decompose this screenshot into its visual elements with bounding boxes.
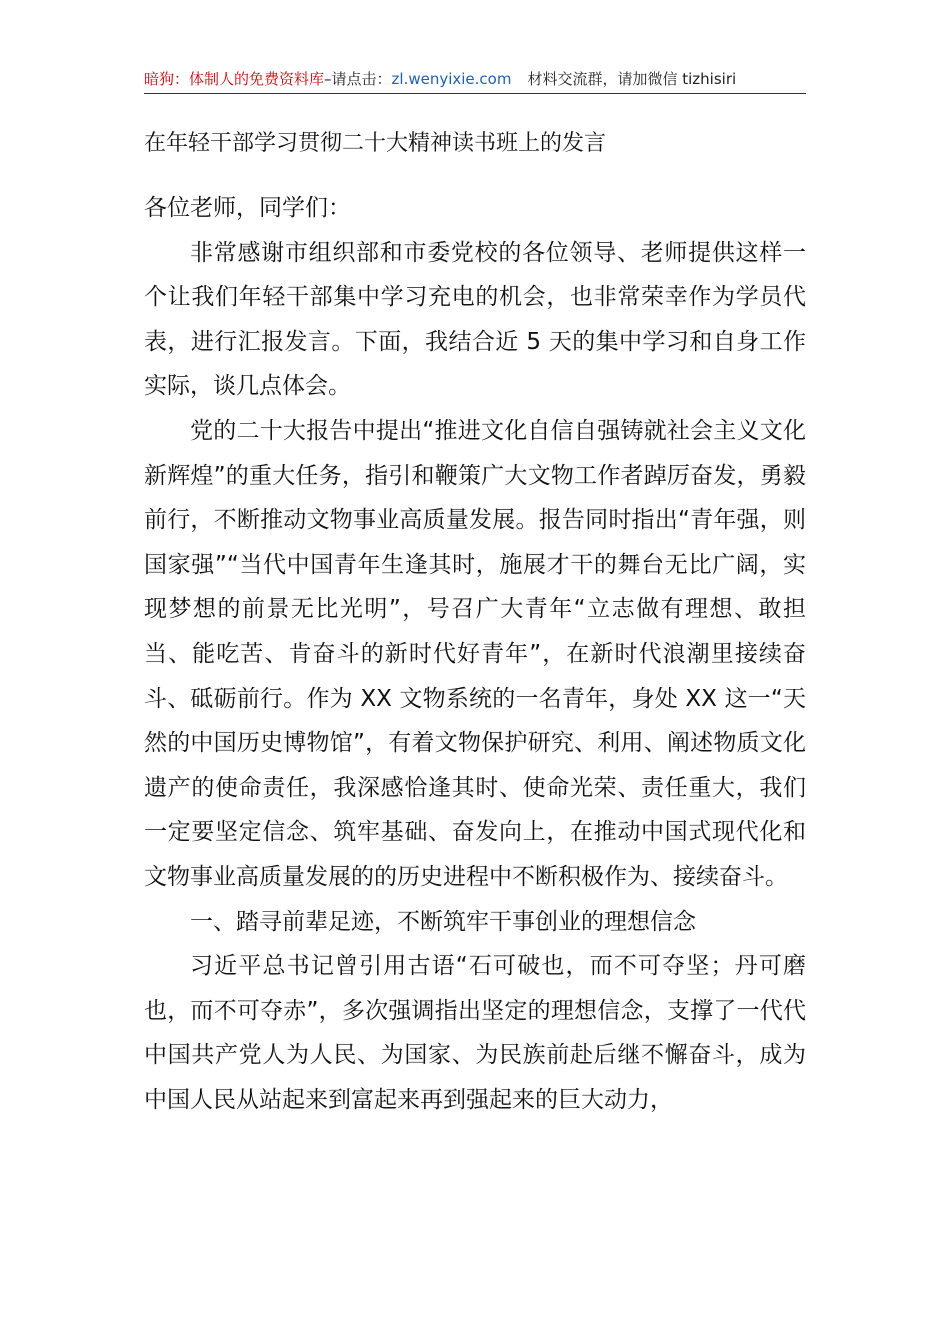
paragraph-ideals: 习近平总书记曾引用古语“石可破也，而不可夺坚；丹可磨也，而不可夺赤”，多次强调指出坚定的理想信念，支撑了一代代中国共产党人为人民、为国家、为民族前赴后继不懈奋斗，成为中国人民从站起来到富起来再到强起来的巨大动力， (144, 953, 806, 1113)
section-heading: 一、踏寻前辈足迹，不断筑牢干事创业的理想信念 (190, 908, 696, 935)
document-body (144, 186, 806, 1122)
header-link[interactable]: zl.wenyixie.com (391, 70, 512, 88)
paragraph-opening: 非常感谢市组织部和市委党校的各位领导、老师提供这样一个让我们年轻干部集中学习充电的机会，也非常荣幸作为学员代表，进行汇报发言。下面，我结合近 5 天的集中学习和自身工作实际，谈几点体会。 (144, 239, 806, 400)
header-separator: –请点击： (324, 70, 392, 88)
document-title: 在年轻干部学习贯彻二十大精神读书班上的发言 (144, 131, 607, 156)
page-header (144, 66, 806, 92)
salutation: 各位老师，同学们： (144, 195, 351, 221)
paragraph-report: 党的二十大报告中提出“推进文化自信自强铸就社会主义文化新辉煌”的重大任务，指引和鞭策广大文物工作者踔厉奋发，勇毅前行，不断推动文物事业高质量发展。报告同时指出“青年强，则国家强”“当代中国青年生逢其时，施展才干的舞台无比广阔，实现梦想的前景无比光明”，号召广大青年“立志做有理想、敢担当、能吃苦、肯奋斗的新时代好青年”，在新时代浪潮里接续奋斗、砥砺前行。作为 XX 文物系统的一名青年，身处 XX 这一“天然的中国历史博物馆”，有着文物保护研究、利用、阐述物质文化遗产的使命责任，我深感恰逢其时、使命光荣、责任重大，我们一定要坚定信念、筑牢基础、奋发向上，在推动中国式现代化和文物事业高质量发展的的历史进程中不断积极作为、接续奋斗。 (144, 417, 806, 890)
header-divider (144, 93, 806, 94)
header-brand: 暗狗：体制人的免费资料库 (144, 70, 325, 88)
header-contact: 材料交流群，请加微信 tizhisiri (527, 70, 737, 88)
